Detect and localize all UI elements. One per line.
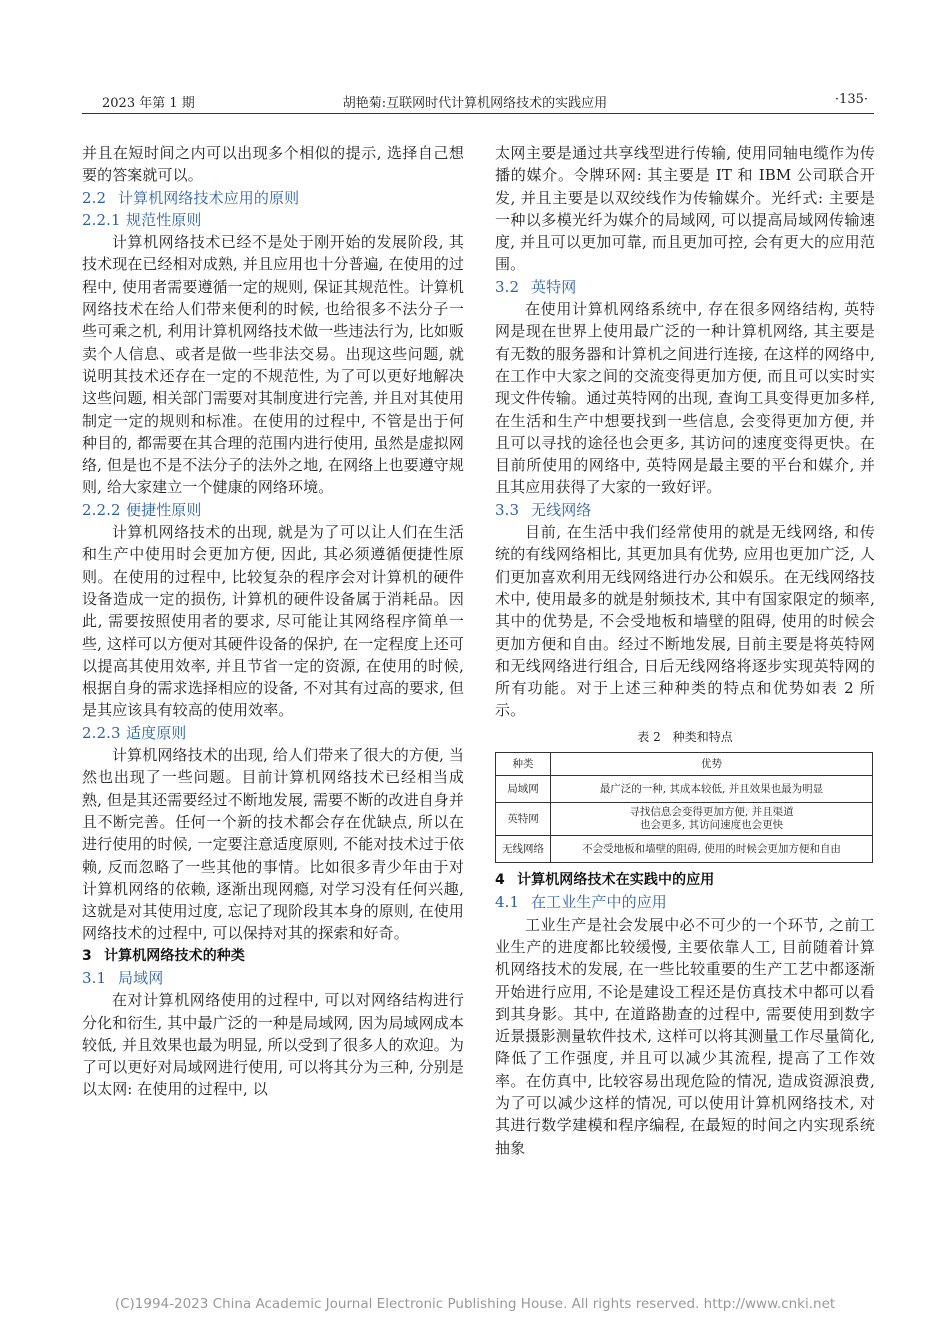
section-heading-2-2-3 <box>82 722 464 744</box>
issue-label: 2023 年第 1 期 <box>102 96 195 111</box>
paragraph: 工业生产是社会发展中必不可少的一个环节, 之前工业生产的进度都比较缓慢, 主要依靠人工, 目前随着计算机网络技术的发展, 在一些比较重要的生产工艺中都逐渐开始进行应用, 不论是建设工程还是仿真技术中都可以看到其身影。其中, 在道路勘查的过程中, 需要使用到数字近景摄影测量软件技术, 这样可以将其测量工作尽量简化, 降低了工作强度, 并且可以减少其流程, 提高了工作效率。在仿真中, 比较容易出现危险的情况, 造成资源浪费, 为了可以减少这样的情况, 可以使用计算机网络技术, 对其进行数学建模和程序编程, 在最短的时间之内实现系统抽象 <box>495 915 875 1157</box>
section-number: 2.2 <box>82 188 107 207</box>
table-cell <box>551 836 873 863</box>
paragraph-continued: 太网主要是通过共享线型进行传输, 使用同轴电缆作为传播的媒介。令牌环网: 其主要是 IT 和 IBM 公司联合开发, 并且主要是以双绞线作为传输媒介。光纤式: 主要是一种以多模光纤为媒介的局域网, 可以提高局域网传输速度, 并且可以更加可靠, 而且更加可控, 会有更大的应用范围。 <box>495 144 875 274</box>
paragraph: 在使用计算机网络系统中, 存在很多网络结构, 英特网是现在世界上使用最广泛的一种计算机网络, 其主要是有无数的服务器和计算机之间进行连接, 在这样的网络中, 在工作中大家之间的交流变得更加方便, 而且可以实时实现文件传输。通过英特网的出现, 查询工具变得更加多样, 在生活和生产中想要找到一些信息, 会变得更加方便, 并且可以寻找的途径也会更多, 其访问的速度变得更快。在目前所使用的网络中, 英特网是最主要的平台和媒介, 并且其应用获得了大家的一致好评。 <box>495 300 875 497</box>
section-heading-2-2-2 <box>82 499 464 521</box>
table-cell: 局域网 <box>496 776 551 803</box>
section-number: 4 <box>495 872 505 889</box>
paragraph-continued: 并且在短时间之内可以出现多个相似的提示, 选择自己想要的答案就可以。 <box>82 144 464 185</box>
running-header <box>82 90 868 112</box>
table-row <box>496 803 873 836</box>
section-title: 在工业生产中的应用 <box>531 893 667 912</box>
paragraph: 计算机网络技术的出现, 给人们带来了很大的方便, 当然也出现了一些问题。目前计算机网络技术已经相当成熟, 但是其还需要经过不断地发展, 需要不断的改进自身并且不断完善。任何一个新的技术都会存在优缺点, 所以在进行使用的时候, 一定要注意适度原则, 不能对技术过于依赖, 反而忽略了一些其他的事情。比如很多青少年由于对计算机网络的依赖, 逐渐出现网瘾, 对学习没有任何兴趣, 这就是对其使用过度, 忘记了现阶段其本身的原则, 在使用网络技术的过程中, 可以保持对其的探索和好奇。 <box>82 746 464 943</box>
table-cell: 英特网 <box>496 803 551 836</box>
section-title: 适度原则 <box>126 723 187 742</box>
section-number: 2.2.1 <box>82 210 121 229</box>
table-row <box>496 776 873 803</box>
comparison-table <box>495 752 873 863</box>
section-heading-2-2 <box>82 187 464 209</box>
section-title: 计算机网络技术的种类 <box>104 947 245 964</box>
section-title: 计算机网络技术在实践中的应用 <box>517 872 715 889</box>
table-header: 优势 <box>551 753 873 776</box>
cell-text-line-2: 也会更多, 其访问速度也会更快 <box>639 819 784 832</box>
cell-text: 不会受地板和墙壁的阻碍, 使用的时候会更加方便和自由 <box>582 842 841 855</box>
section-heading-3 <box>82 945 464 967</box>
table-caption: 表 2 种类和特点 <box>637 729 733 744</box>
paragraph: 在对计算机网络使用的过程中, 可以对网络结构进行分化和衍生, 其中最广泛的一种是局域网, 因为局域网成本较低, 并且效果也最为明显, 所以受到了很多人的欢迎。为了可以更好对局域网进行使用, 可以将其分为三种, 分别是以太网: 在使用的过程中, 以 <box>82 991 464 1099</box>
paragraph: 计算机网络技术的出现, 就是为了可以让人们在生活和生产中使用时会更加方便, 因此, 其必须遵循便捷性原则。在使用的过程中, 比较复杂的程序会对计算机的硬件设备造成一定的损伤, 计算机的硬件设备属于消耗品。因此, 需要按照使用者的要求, 尽可能让其网络程序简单一些, 这样可以方便对其硬件设备的保护, 在一定程度上还可以提高其使用效率, 并且节省一定的资源, 在使用的时候, 根据自身的需求选择相应的设备, 不对其有过高的要求, 但是其应该具有较高的使用效率。 <box>82 523 464 720</box>
table-header: 种类 <box>496 753 551 776</box>
section-heading-3-2 <box>495 276 875 298</box>
section-heading-3-1 <box>82 967 464 989</box>
section-title: 规范性原则 <box>126 210 202 229</box>
cell-text: 最广泛的一种, 其成本较低, 并且效果也最为明显 <box>599 782 824 795</box>
left-column <box>82 142 464 1101</box>
section-number: 2.2.2 <box>82 500 121 519</box>
section-number: 3 <box>82 947 92 964</box>
section-heading-4 <box>495 869 875 891</box>
section-number: 3.3 <box>495 500 520 519</box>
table-cell <box>551 776 873 803</box>
section-title: 英特网 <box>531 277 577 296</box>
section-title: 无线网络 <box>531 500 592 519</box>
section-number: 4.1 <box>495 893 520 912</box>
section-title: 局域网 <box>118 968 164 987</box>
table-cell <box>551 803 873 836</box>
section-heading-2-2-1 <box>82 209 464 231</box>
section-number: 3.2 <box>495 277 520 296</box>
section-title: 便捷性原则 <box>126 500 202 519</box>
copyright-footer: (C)1994-2023 China Academic Journal Electronic Publishing House. All rights reserved. http://www.cnki.net <box>114 1296 836 1312</box>
table-row <box>496 836 873 863</box>
section-title: 计算机网络技术应用的原则 <box>118 188 300 207</box>
table-header-row <box>496 753 873 776</box>
right-column <box>495 142 875 1159</box>
section-heading-3-3 <box>495 499 875 521</box>
paragraph: 计算机网络技术已经不是处于刚开始的发展阶段, 其技术现在已经相对成熟, 并且应用也十分普遍, 在使用的过程中, 使用者需要遵循一定的规则, 保证其规范性。计算机网络技术在给人们带来便利的时候, 也给很多不法分子一些可乘之机, 利用计算机网络技术做一些违法行为, 比如贩卖个人信息、或者是做一些非法交易。出现这些问题, 就说明其技术还存在一定的不规范性, 为了可以更好地解决这些问题, 相关部门需要对其制度进行完善, 并且对其使用制定一定的规则和标准。在使用的过程中, 不管是出于何种目的, 都需要在其合理的范围内进行使用, 虽然是虚拟网络, 但是也不是不法分子的法外之地, 在网络上也要遵守规则, 给大家建立一个健康的网络环境。 <box>82 233 464 497</box>
running-title: 胡艳菊:互联网时代计算机网络技术的实践应用 <box>342 96 608 111</box>
section-heading-4-1 <box>495 891 875 913</box>
section-number: 3.1 <box>82 968 107 987</box>
cell-text-line-1: 寻找信息会变得更加方便, 并且渠道 <box>629 806 794 819</box>
section-number: 2.2.3 <box>82 723 121 742</box>
header-rule <box>82 113 874 114</box>
paragraph: 目前, 在生活中我们经常使用的就是无线网络, 和传统的有线网络相比, 其更加具有优势, 应用也更加广泛, 人们更加喜欢利用无线网络进行办公和娱乐。在无线网络技术中, 使用最多的就是射频技术, 其中有国家限定的频率, 其中的优势是, 不会受地板和墙壁的阻碍, 使用的时候会更加方便和自由。经过不断地发展, 目前主要是将英特网和无线网络进行组合, 日后无线网络将逐步实现英特网的所有功能。对于上述三种种类的特点和优势如表 2 所示。 <box>495 523 875 720</box>
page-number: ·135· <box>834 92 868 107</box>
table-cell: 无线网络 <box>496 836 551 863</box>
